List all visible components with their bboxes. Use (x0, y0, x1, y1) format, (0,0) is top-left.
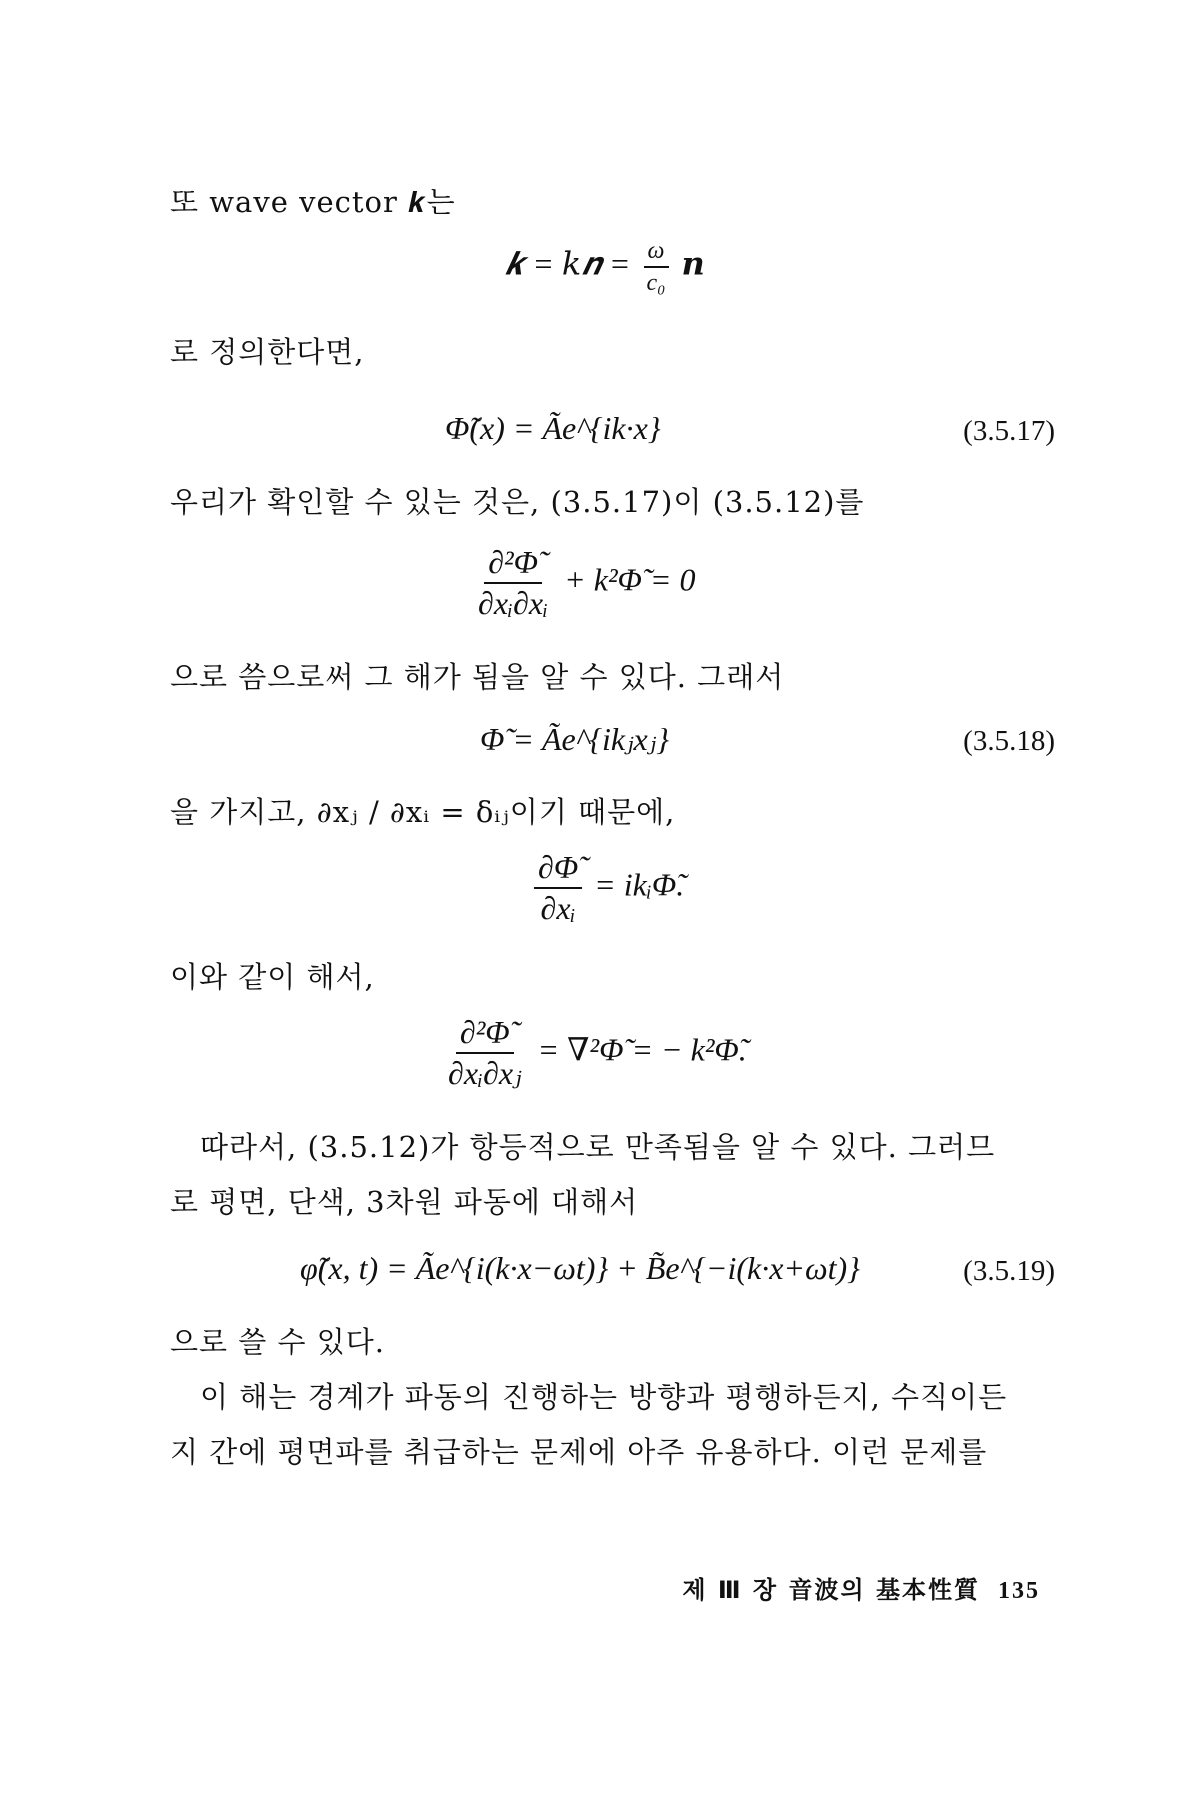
eq5-denominator: ∂xᵢ (540, 890, 576, 927)
text-line-2: 로 정의한다면, (170, 335, 365, 369)
text-line-11: 지 간에 평면파를 취급하는 문제에 아주 유용하다. 이런 문제를 (170, 1435, 988, 1469)
eq6-numerator: ∂²Φ̃ (456, 1015, 514, 1054)
text-line-8: 로 평면, 단색, 3차원 파동에 대해서 (170, 1185, 639, 1219)
text-line-5: 을 가지고, ∂xⱼ / ∂xᵢ = δᵢⱼ이기 때문에, (170, 795, 676, 829)
eq6-denominator: ∂xᵢ∂xⱼ (448, 1055, 522, 1092)
eq3-fraction (474, 545, 552, 621)
text-line-3: 우리가 확인할 수 있는 것은, (3.5.17)이 (3.5.12)를 (170, 485, 865, 519)
eq1-numerator: ω (644, 238, 669, 268)
text-line-6: 이와 같이 해서, (170, 960, 375, 994)
equation-derivative (530, 850, 684, 926)
equation-number-3-5-18: (3.5.18) (963, 725, 1055, 757)
text-line-10: 이 해는 경계가 파동의 진행하는 방향과 평행하든지, 수직이든 (200, 1380, 1008, 1414)
eq1-lhs: 𝒌 = 𝑘𝒏 = (505, 245, 631, 282)
text-line-1: 또 wave vector 𝒌는 (170, 185, 456, 219)
eq6-rhs: = ∇²Φ̃ = − k²Φ̃. (537, 1031, 747, 1068)
eq5-numerator: ∂Φ̃ (534, 850, 582, 889)
eq1-rhs: 𝒏 (681, 245, 705, 282)
chapter-title: 제 Ⅲ 장 音波의 基本性質 (682, 1576, 980, 1604)
eq3-numerator: ∂²Φ̃ (484, 545, 542, 584)
equation-3-5-18: Φ̃ = Ãe^{ikⱼxⱼ} (480, 721, 669, 757)
eq1-fraction (643, 238, 670, 297)
eq6-fraction (444, 1015, 526, 1091)
equation-3-5-17: Φ̃(x) = Ãe^{ik·x} (445, 410, 661, 446)
equation-number-3-5-17: (3.5.17) (963, 415, 1055, 447)
text-line-9: 으로 쓸 수 있다. (170, 1325, 385, 1359)
equation-helmholtz (470, 545, 696, 621)
equation-laplacian (440, 1015, 747, 1091)
text-line-4: 으로 씀으로써 그 해가 됨을 알 수 있다. 그래서 (170, 660, 785, 694)
text-line-7: 따라서, (3.5.12)가 항등적으로 만족됨을 알 수 있다. 그러므 (200, 1130, 996, 1164)
page-footer (682, 1570, 1040, 1605)
page-number: 135 (998, 1578, 1040, 1604)
eq3-rhs: + k²Φ̃ = 0 (564, 561, 696, 598)
eq5-rhs: = ikᵢΦ̃. (594, 866, 685, 903)
eq1-denominator: c₀ (646, 270, 666, 297)
eq3-denominator: ∂xᵢ∂xᵢ (478, 585, 549, 622)
equation-wave-vector (505, 238, 705, 297)
equation-number-3-5-19: (3.5.19) (963, 1255, 1055, 1287)
equation-3-5-19: φ̃(x, t) = Ãe^{i(k·x−ωt)} + B̃e^{−i(k·x+ωt)} (300, 1250, 860, 1286)
eq5-fraction (534, 850, 582, 926)
